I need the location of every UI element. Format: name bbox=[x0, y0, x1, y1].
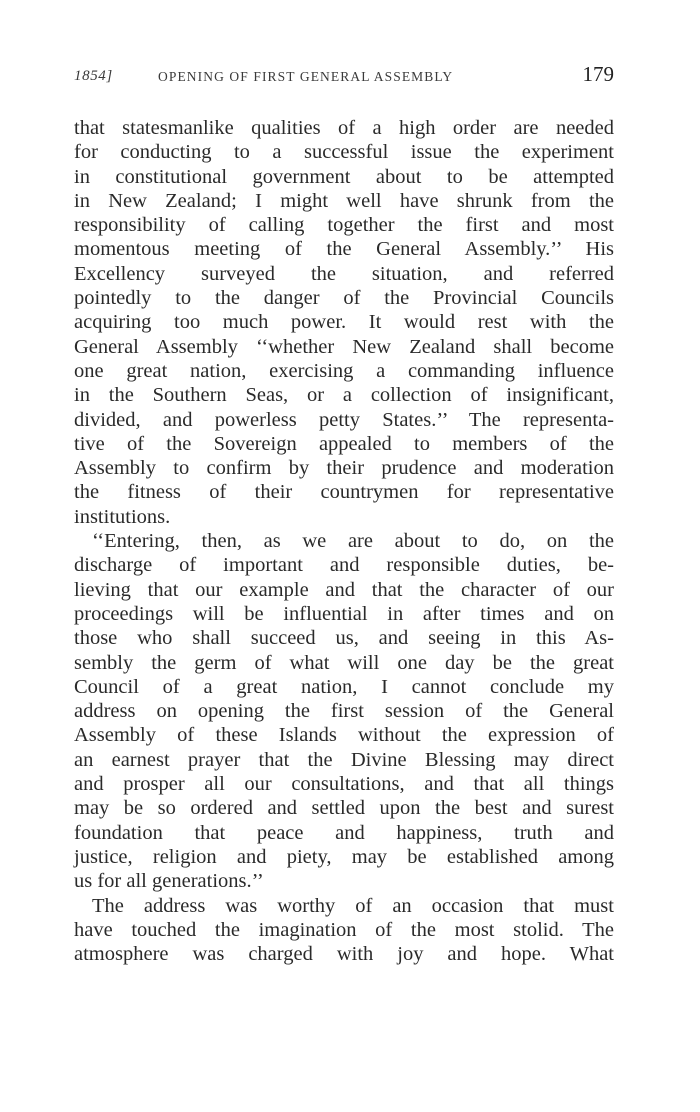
text-line: pointedly to the danger of the Provincial Councils bbox=[74, 287, 614, 310]
text-line: acquiring too much power. It would rest with the bbox=[74, 311, 614, 334]
book-page bbox=[74, 62, 614, 966]
text-line: tive of the Sovereign appealed to members of the bbox=[74, 432, 614, 455]
text-line: The address was worthy of an occasion that must bbox=[92, 894, 614, 917]
text-line: those who shall succeed us, and seeing in this As- bbox=[74, 627, 614, 650]
text-line: sembly the germ of what will one day be the great bbox=[74, 651, 614, 674]
text-line: Council of a great nation, I cannot conclude my bbox=[74, 675, 614, 698]
text-line: momentous meeting of the General Assembly.’’ His bbox=[74, 238, 614, 261]
text-line: may be so ordered and settled upon the best and surest bbox=[74, 797, 614, 820]
text-line: address on opening the first session of the General bbox=[74, 700, 614, 723]
text-line: justice, religion and piety, may be established among bbox=[74, 845, 614, 868]
text-line: lieving that our example and that the character of our bbox=[74, 578, 614, 601]
text-line: and prosper all our consultations, and that all things bbox=[74, 773, 614, 796]
text-line: General Assembly ‘‘whether New Zealand shall become bbox=[74, 335, 614, 358]
text-line: have touched the imagination of the most stolid. The bbox=[74, 918, 614, 941]
text-line: discharge of important and responsible duties, be- bbox=[74, 554, 614, 577]
text-line: that statesmanlike qualities of a high order are needed bbox=[74, 117, 614, 139]
text-line: in New Zealand; I might well have shrunk from the bbox=[74, 189, 614, 212]
page-number: 179 bbox=[582, 62, 614, 86]
text-line: divided, and powerless petty States.’’ The representa- bbox=[74, 408, 614, 431]
text-line: one great nation, exercising a commanding influence bbox=[74, 359, 614, 382]
text-line: an earnest prayer that the Divine Blessing may direct bbox=[74, 748, 614, 771]
running-head bbox=[74, 62, 614, 96]
body-text bbox=[74, 116, 614, 966]
text-line: foundation that peace and happiness, truth and bbox=[74, 821, 614, 844]
text-line: Assembly of these Islands without the expression of bbox=[74, 724, 614, 747]
text-line: in the Southern Seas, or a collection of insignificant, bbox=[74, 384, 614, 407]
text-line: proceedings will be influential in after times and on bbox=[74, 602, 614, 625]
text-line: Excellency surveyed the situation, and referred bbox=[74, 262, 614, 285]
running-head-year: 1854] bbox=[74, 68, 113, 84]
text-line: ‘‘Entering, then, as we are about to do, on the bbox=[92, 530, 614, 553]
text-line: atmosphere was charged with joy and hope. What bbox=[74, 943, 614, 966]
text-line: the fitness of their countrymen for representative bbox=[74, 481, 614, 504]
running-head-title: OPENING OF FIRST GENERAL ASSEMBLY bbox=[158, 69, 454, 84]
text-line: Assembly to confirm by their prudence and moderation bbox=[74, 457, 614, 480]
text-line: institutions. bbox=[74, 505, 171, 528]
text-line: us for all generations.’’ bbox=[74, 870, 264, 893]
text-line: for conducting to a successful issue the experiment bbox=[74, 141, 614, 164]
text-line: in constitutional government about to be attempted bbox=[74, 165, 614, 188]
text-line: responsibility of calling together the first and most bbox=[74, 214, 614, 237]
